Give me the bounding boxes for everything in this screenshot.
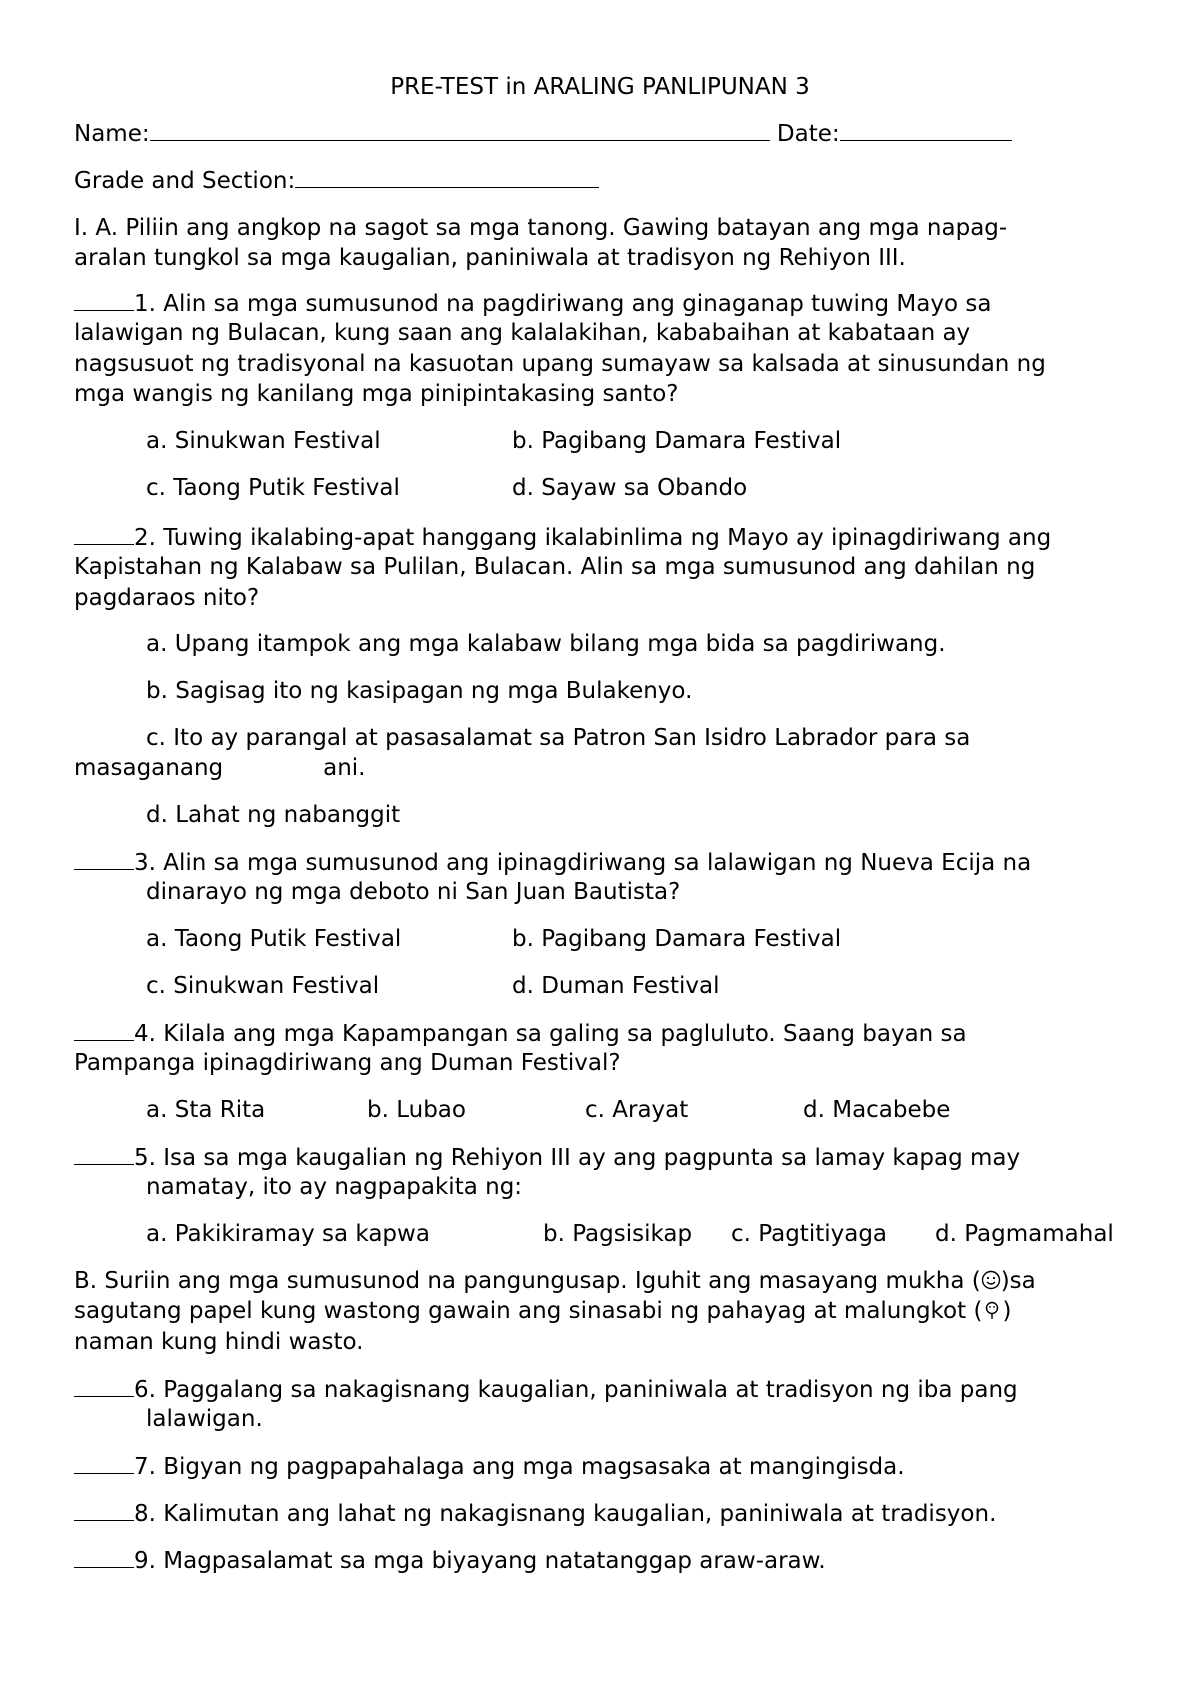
q4-option-a: a. Sta Rita (146, 1097, 266, 1123)
name-date-row (74, 118, 1012, 149)
q2-option-d: d. Lahat ng nabanggit (146, 802, 401, 828)
q7-line (74, 1451, 905, 1482)
page-title: PRE-TEST in ARALING PANLIPUNAN 3 (390, 74, 810, 100)
q9-line (74, 1545, 826, 1576)
q4-option-b: b. Lubao (367, 1097, 466, 1123)
grade-section-field[interactable] (295, 165, 599, 188)
q2-line2: Kapistahan ng Kalabaw sa Pulilan, Bulacan. Alin sa mga sumusunod ang dahilan ng (74, 554, 1036, 580)
q4-text: 4. Kilala ang mga Kapampangan sa galing sa pagluluto. Saang bayan sa (134, 1021, 967, 1047)
q7-text: 7. Bigyan ng pagpapahalaga ang mga magsasaka at mangingisda. (134, 1454, 905, 1480)
q1-line3: nagsusuot ng tradisyonal na kasuotan upang sumayaw sa kalsada at sinusundan ng (74, 351, 1046, 377)
q5-answer-blank[interactable] (74, 1142, 134, 1165)
part-b-instruction-line2 (74, 1296, 1011, 1326)
q9-answer-blank[interactable] (74, 1545, 134, 1568)
q1-line4: mga wangis ng kanilang mga pinipintakasing santo? (74, 381, 679, 407)
q6-text: 6. Paggalang sa nakagisnang kaugalian, paniniwala at tradisyon ng iba pang (134, 1377, 1018, 1403)
q2-text: 2. Tuwing ikalabing-apat hanggang ikalabinlima ng Mayo ay ipinagdiriwang ang (134, 525, 1052, 551)
q4-answer-blank[interactable] (74, 1018, 134, 1041)
q1-line2: lalawigan ng Bulacan, kung saan ang kalalakihan, kababaihan at kabataan ay (74, 320, 971, 346)
q6-line2: lalawigan. (146, 1406, 263, 1432)
q3-answer-blank[interactable] (74, 847, 134, 870)
q3-option-a: a. Taong Putik Festival (146, 926, 402, 952)
q1-option-c: c. Taong Putik Festival (146, 475, 400, 501)
q5-line1 (74, 1142, 1020, 1173)
part-b-text-1b: )sa (1000, 1268, 1036, 1294)
smile-face-icon (981, 1270, 1001, 1290)
q3-option-c: c. Sinukwan Festival (146, 973, 380, 999)
q5-text: 5. Isa sa mga kaugalian ng Rehiyon III ay ang pagpunta sa lamay kapag may (134, 1145, 1021, 1171)
date-label: Date: (776, 121, 840, 147)
q2-option-c: c. Ito ay parangal at pasasalamat sa Patron San Isidro Labrador para sa (146, 725, 971, 751)
q4-line2: Pampanga ipinagdiriwang ang Duman Festival? (74, 1050, 621, 1076)
q8-answer-blank[interactable] (74, 1498, 134, 1521)
q6-line1 (74, 1374, 1018, 1405)
grade-section-row (74, 165, 599, 196)
q3-option-d: d. Duman Festival (512, 973, 720, 999)
q1-answer-blank[interactable] (74, 288, 134, 311)
part-b-text-2b: ) (1002, 1298, 1012, 1324)
q5-option-d: d. Pagmamahal (935, 1221, 1114, 1247)
q2-option-a: a. Upang itampok ang mga kalabaw bilang mga bida sa pagdiriwang. (146, 631, 946, 657)
q9-text: 9. Magpasalamat sa mga biyayang natatanggap araw-araw. (134, 1548, 826, 1574)
q2-option-c-line2 (74, 753, 366, 783)
part-b-text-1a: B. Suriin ang mga sumusunod na pangungusap. Iguhit ang masayang mukha ( (74, 1268, 981, 1294)
q2-option-c-end: ani. (323, 755, 366, 781)
q3-line1 (74, 847, 1031, 878)
q5-line2: namatay, ito ay nagpapakita ng: (146, 1174, 523, 1200)
q1-option-a: a. Sinukwan Festival (146, 428, 381, 454)
q3-option-b: b. Pagibang Damara Festival (512, 926, 842, 952)
q6-answer-blank[interactable] (74, 1374, 134, 1397)
name-label: Name: (74, 121, 150, 147)
q1-text: 1. Alin sa mga sumusunod na pagdiriwang ang ginaganap tuwing Mayo sa (134, 291, 992, 317)
part-b-text-2a: sagutang papel kung wastong gawain ang sinasabi ng pahayag at malungkot ( (74, 1298, 983, 1324)
q3-text: 3. Alin sa mga sumusunod ang ipinagdiriwang sa lalawigan ng Nueva Ecija na (134, 850, 1032, 876)
q7-answer-blank[interactable] (74, 1451, 134, 1474)
q2-line1 (74, 522, 1051, 553)
grade-section-label: Grade and Section: (74, 168, 296, 194)
part-b-instruction-line3: naman kung hindi wasto. (74, 1329, 364, 1355)
q5-option-b: b. Pagsisikap (543, 1221, 693, 1247)
date-field[interactable] (840, 118, 1012, 141)
q8-text: 8. Kalimutan ang lahat ng nakagisnang kaugalian, paniniwala at tradisyon. (134, 1501, 997, 1527)
q1-option-b: b. Pagibang Damara Festival (512, 428, 842, 454)
q5-option-a: a. Pakikiramay sa kapwa (146, 1221, 430, 1247)
part-b-instruction-line1 (74, 1266, 1036, 1296)
part-a-instruction-line1: I. A. Piliin ang angkop na sagot sa mga tanong. Gawing batayan ang mga napag- (74, 215, 1008, 241)
q1-line1 (74, 288, 991, 319)
q2-option-b: b. Sagisag ito ng kasipagan ng mga Bulakenyo. (146, 678, 693, 704)
q4-option-d: d. Macabebe (803, 1097, 951, 1123)
q2-answer-blank[interactable] (74, 522, 134, 545)
name-field[interactable] (150, 118, 770, 141)
sad-face-icon (982, 1300, 1002, 1320)
q8-line (74, 1498, 996, 1529)
q2-option-c-word: masaganang (74, 755, 224, 781)
q3-line2: dinarayo ng mga deboto ni San Juan Bautista? (146, 879, 681, 905)
q5-option-c: c. Pagtitiyaga (731, 1221, 888, 1247)
q2-line3: pagdaraos nito? (74, 585, 260, 611)
part-a-instruction-line2: aralan tungkol sa mga kaugalian, paniniwala at tradisyon ng Rehiyon III. (74, 245, 906, 271)
q4-option-c: c. Arayat (585, 1097, 689, 1123)
q4-line1 (74, 1018, 967, 1049)
q1-option-d: d. Sayaw sa Obando (512, 475, 748, 501)
